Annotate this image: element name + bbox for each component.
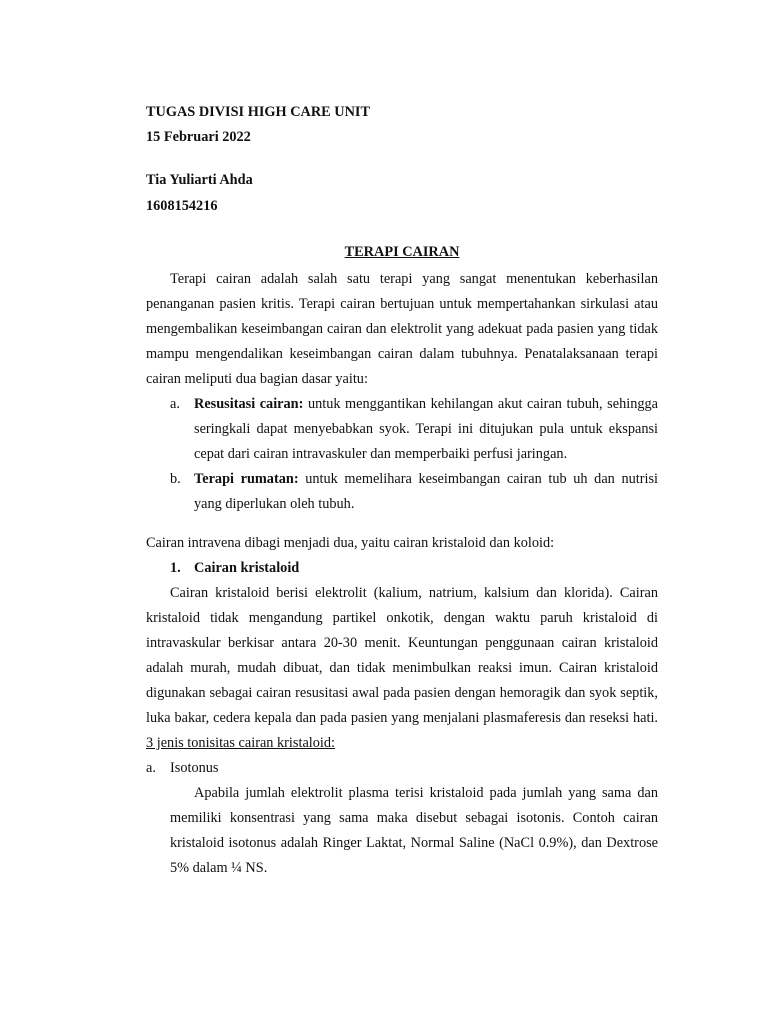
iv-intro-paragraph: Cairan intravena dibagi menjadi dua, yaitu cairan kristaloid dan koloid: (146, 535, 555, 551)
kristaloid-paragraph (146, 581, 658, 756)
student-id: 1608154216 (146, 198, 218, 214)
isotonus-paragraph: Apabila jumlah elektrolit plasma terisi kristaloid pada jumlah yang sama dan memiliki konsentrasi yang sama maka disebut sebagai isotonis. Contoh cairan kristaloid isotonus adalah Ringer Laktat, Normal Saline (NaCl 0.9%), dan Dextrose 5% dalam ¼ NS. (170, 785, 658, 876)
subsection-heading-isotonus (146, 756, 658, 781)
list-item-resusitasi (146, 392, 658, 467)
list-description: untuk memelihara keseimbangan cairan tub uh dan nutrisi yang diperlukan oleh tubuh. (194, 471, 658, 512)
section-marker: 1. (170, 560, 181, 576)
task-date: 15 Februari 2022 (146, 129, 251, 145)
document-body (146, 267, 658, 881)
list-term: Resusitasi cairan: (194, 396, 304, 412)
list-marker: a. (170, 396, 180, 412)
isotonus-block (146, 781, 658, 881)
list-marker: b. (170, 471, 181, 487)
section-heading-kristaloid (146, 556, 658, 581)
tonisitas-link: 3 jenis tonisitas cairan kristaloid: (146, 735, 336, 751)
task-title: TUGAS DIVISI HIGH CARE UNIT (146, 104, 371, 120)
intro-paragraph: Terapi cairan adalah salah satu terapi yang sangat menentukan keberhasilan penanganan pasien kritis. Terapi cairan bertujuan untuk mempertahankan sirkulasi atau mengembalikan keseimbangan cairan dan elektrolit yang adekuat pada pasien yang tidak mampu mengendalikan keseimbangan cairan dalam tubuhnya. Penatalaksanaan terapi cairan meliputi dua bagian dasar yaitu: (146, 271, 658, 387)
list-text (194, 392, 658, 467)
list-item-rumatan (146, 467, 658, 517)
author-name: Tia Yuliarti Ahda (146, 172, 253, 188)
subsection-marker: a. (146, 760, 156, 776)
list-text (194, 467, 658, 517)
kristaloid-text: Cairan kristaloid berisi elektrolit (kalium, natrium, kalsium dan klorida). Cairan kristaloid tidak mengandung partikel onkotik, dengan waktu paruh kristaloid di intravaskular berkisar antara 20-30 menit. Keuntungan penggunaan cairan kristaloid adalah murah, mudah dibuat, dan tidak menimbulkan reaksi imun. Cairan kristaloid digunakan sebagai cairan resusitasi awal pada pasien dengan hemoragik dan syok septik, luka bakar, cedera kepala dan pada pasien yang menjalani plasmaferesis dan reseksi hati. (146, 585, 658, 726)
list-term: Terapi rumatan: (194, 471, 299, 487)
subsection-heading: Isotonus (170, 760, 219, 776)
section-heading: Cairan kristaloid (194, 560, 300, 576)
list-description: untuk menggantikan kehilangan akut cairan tubuh, sehingga seringkali dapat menyebabkan syok. Terapi ini ditujukan pula untuk ekspansi cepat dari cairan intravaskuler dan memperbaiki perfusi jaringan. (194, 396, 658, 462)
document-title: TERAPI CAIRAN (344, 244, 460, 260)
